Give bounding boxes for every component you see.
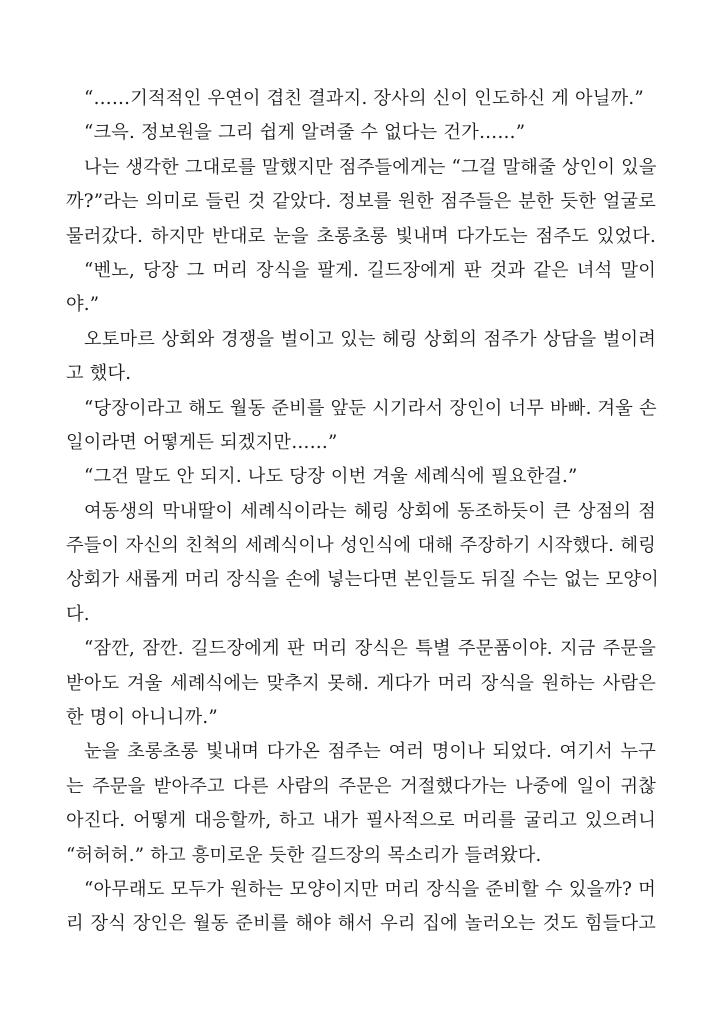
body-text <box>66 82 659 942</box>
text-line: “아무래도 모두가 원하는 모양이지만 머리 장식을 준비할 수 있을까? 머 <box>84 878 656 900</box>
text-line: “……기적적인 우연이 겹친 결과지. 장사의 신이 인도하신 게 아닐까.” <box>84 88 644 109</box>
text-line: 다. <box>66 603 90 625</box>
text-line: 나는 생각한 그대로를 말했지만 점주들에게는 “그걸 말해줄 상인이 있을 <box>84 156 657 178</box>
text-line: 눈을 초롱초롱 빛내며 다가온 점주는 여러 명이나 되었다. 여기서 누구 <box>84 741 656 763</box>
text-line: 받아도 겨울 세례식에는 맞추지 못해. 게다가 머리 장식을 원하는 사람은 <box>66 672 656 694</box>
text-line: 일이라면 어떻게든 되겠지만……” <box>66 431 338 453</box>
text-line: 주들이 자신의 친척의 세례식이나 성인식에 대해 주장하기 시작했다. 헤링 <box>66 535 656 557</box>
text-line: “허허허.” 하고 흥미로운 듯한 길드장의 목소리가 들려왔다. <box>66 844 542 866</box>
text-line: 상회가 새롭게 머리 장식을 손에 넣는다면 본인들도 뒤질 수는 없는 모양이 <box>66 569 659 591</box>
text-line: “잠깐, 잠깐. 길드장에게 판 머리 장식은 특별 주문품이야. 지금 주문을 <box>84 638 656 660</box>
text-line: 아진다. 어떻게 대응할까, 하고 내가 필사적으로 머리를 굴리고 있으려니 <box>66 810 656 832</box>
text-line: “벤노, 당장 그 머리 장식을 팔게. 길드장에게 판 것과 같은 녀석 말이 <box>84 259 656 281</box>
text-line: 고 했다. <box>66 363 132 385</box>
text-line: “그건 말도 안 되지. 나도 당장 이번 겨울 세례식에 필요한걸.” <box>84 466 578 488</box>
text-line: “당장이라고 해도 월동 준비를 앞둔 시기라서 장인이 너무 바빠. 겨울 손 <box>84 397 657 419</box>
text-line: 까?”라는 의미로 들린 것 같았다. 정보를 원한 점주들은 분한 듯한 얼굴로 <box>66 191 656 213</box>
text-line: 리 장식 장인은 월동 준비를 해야 해서 우리 집에 놀러오는 것도 힘들다고 <box>66 913 656 935</box>
text-line: “크윽. 정보원을 그리 쉽게 알려줄 수 없다는 건가……” <box>84 122 526 144</box>
text-line: 여동생의 막내딸이 세례식이라는 헤링 상회에 동조하듯이 큰 상점의 점 <box>84 500 656 522</box>
text-line: 야.” <box>66 294 100 316</box>
text-line: 는 주문을 받아주고 다른 사람의 주문은 거절했다가는 나중에 일이 귀찮 <box>66 775 656 797</box>
text-line: 한 명이 아니니까.” <box>66 707 218 729</box>
text-line: 오토마르 상회와 경쟁을 벌이고 있는 헤링 상회의 점주가 상담을 벌이려 <box>84 328 656 350</box>
text-line: 물러갔다. 하지만 반대로 눈을 초롱초롱 빛내며 다가도는 점주도 있었다. <box>66 225 656 247</box>
